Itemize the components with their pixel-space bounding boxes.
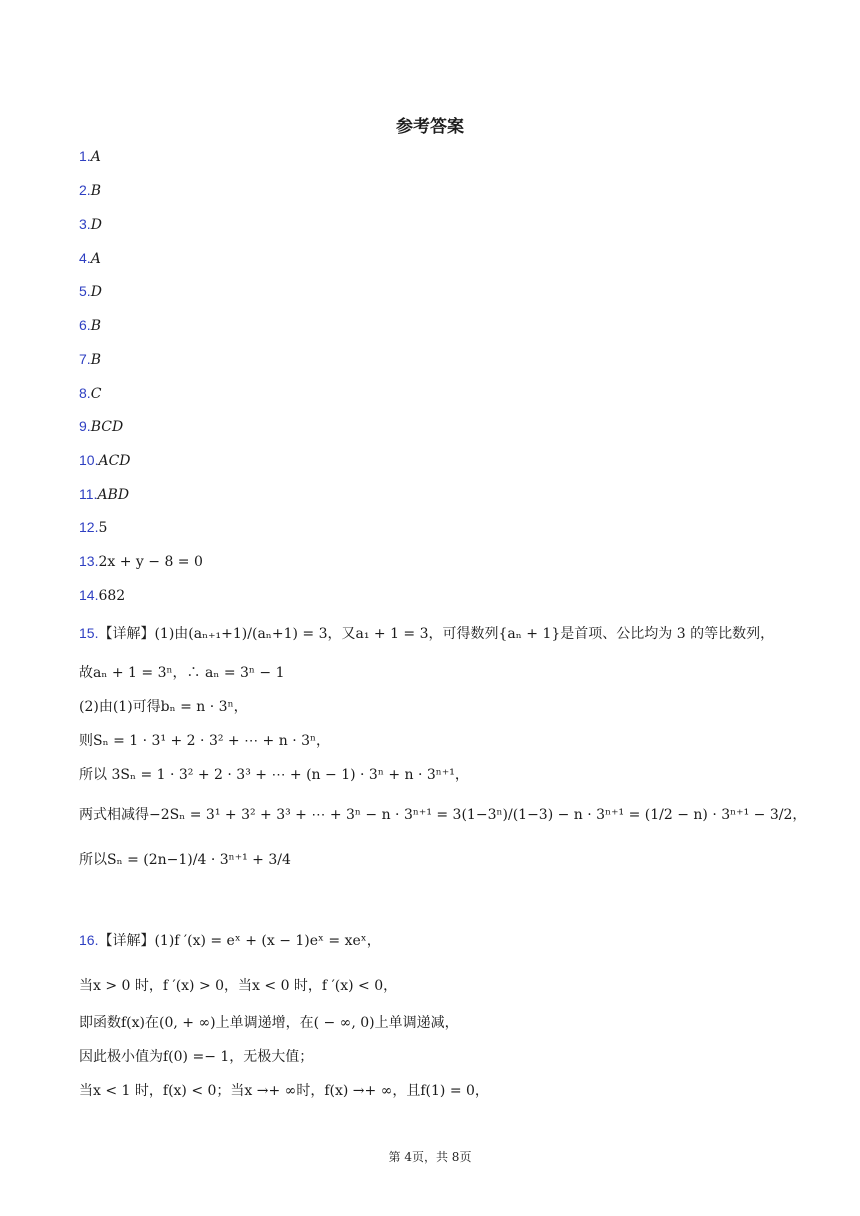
answer-row: [79, 180, 101, 201]
question-number: 16.: [79, 932, 99, 948]
solution-line: 即函数f(x)在(0, + ∞)上单调递增，在( − ∞, 0)上单调递减，: [79, 1015, 459, 1031]
solution-line: 故aₙ + 1 = 3ⁿ，∴ aₙ = 3ⁿ − 1: [79, 665, 285, 681]
question-number: 15.: [79, 625, 99, 641]
question-number: 14.: [79, 587, 99, 603]
question-number: 8.: [79, 385, 91, 401]
page-footer: 第 4页，共 8页: [388, 1150, 472, 1164]
answer-row: [79, 484, 129, 505]
solution-text: 【详解】(1)f ′(x) = eˣ + (x − 1)eˣ = xeˣ，: [98, 933, 381, 949]
question-number: 7.: [79, 351, 91, 367]
answer-value: C: [90, 386, 102, 402]
solution-text: 【详解】(1)由(aₙ₊₁+1)/(aₙ+1) = 3，又a₁ + 1 = 3，可得数列{aₙ + 1}是首项、公比均为 3 的等比数列，: [98, 626, 775, 642]
answer-row: [79, 248, 101, 269]
answer-value: BCD: [90, 419, 124, 435]
page-title: 参考答案: [396, 117, 464, 137]
answer-row: [79, 517, 107, 538]
answer-row: [79, 551, 203, 572]
answer-row: [79, 281, 102, 302]
answer-row: [79, 416, 123, 437]
question-number: 12.: [79, 519, 99, 535]
question-number: 9.: [79, 418, 91, 434]
solution-line: 两式相减得−2Sₙ = 3¹ + 3² + 3³ + ⋯ + 3ⁿ − n · 3ⁿ⁺¹ = 3(1−3ⁿ)/(1−3) − n · 3ⁿ⁺¹ = (1/2 − n) · 3ⁿ⁺¹ − 3/2，: [79, 807, 807, 823]
answer-value: B: [90, 183, 101, 199]
answer-value: D: [90, 284, 102, 300]
solution-line: 当x > 0 时，f ′(x) > 0，当x < 0 时，f ′(x) < 0，: [79, 978, 398, 994]
answer-value: ABD: [97, 487, 130, 503]
question-number: 11.: [79, 486, 98, 502]
answer-row: [79, 315, 101, 336]
answer-value: 2x + y − 8 = 0: [98, 554, 203, 570]
solution-line: 则Sₙ = 1 · 3¹ + 2 · 3² + ⋯ + n · 3ⁿ，: [79, 733, 331, 749]
solution-line: 当x < 1 时，f(x) < 0；当x →+ ∞时，f(x) →+ ∞，且f(1) = 0，: [79, 1083, 489, 1099]
solution-line: 因此极小值为f(0) =− 1，无极大值；: [79, 1049, 314, 1065]
answer-value: B: [90, 352, 101, 368]
answer-row: [79, 450, 131, 471]
answer-row: [79, 585, 125, 606]
answer-row: [79, 146, 101, 167]
solution-line: [79, 623, 774, 644]
question-number: 6.: [79, 317, 91, 333]
solution-line: (2)由(1)可得bₙ = n · 3ⁿ，: [79, 699, 248, 715]
question-number: 13.: [79, 553, 99, 569]
answer-value: 5: [98, 520, 108, 536]
answer-value: D: [90, 217, 102, 233]
answer-value: 682: [98, 588, 126, 604]
answer-value: A: [90, 149, 101, 165]
answer-value: B: [90, 318, 101, 334]
answer-value: A: [90, 251, 101, 267]
solution-line: [79, 930, 381, 951]
answer-row: [79, 349, 101, 370]
question-number: 1.: [79, 148, 91, 164]
answer-value: ACD: [98, 453, 131, 469]
solution-line: 所以Sₙ = (2n−1)/4 · 3ⁿ⁺¹ + 3/4: [79, 852, 291, 868]
solution-line: 所以 3Sₙ = 1 · 3² + 2 · 3³ + ⋯ + (n − 1) · 3ⁿ + n · 3ⁿ⁺¹，: [79, 767, 469, 783]
question-number: 3.: [79, 216, 91, 232]
question-number: 5.: [79, 283, 91, 299]
question-number: 2.: [79, 182, 91, 198]
answer-row: [79, 214, 102, 235]
question-number: 10.: [79, 452, 99, 468]
answer-row: [79, 383, 101, 404]
question-number: 4.: [79, 250, 91, 266]
